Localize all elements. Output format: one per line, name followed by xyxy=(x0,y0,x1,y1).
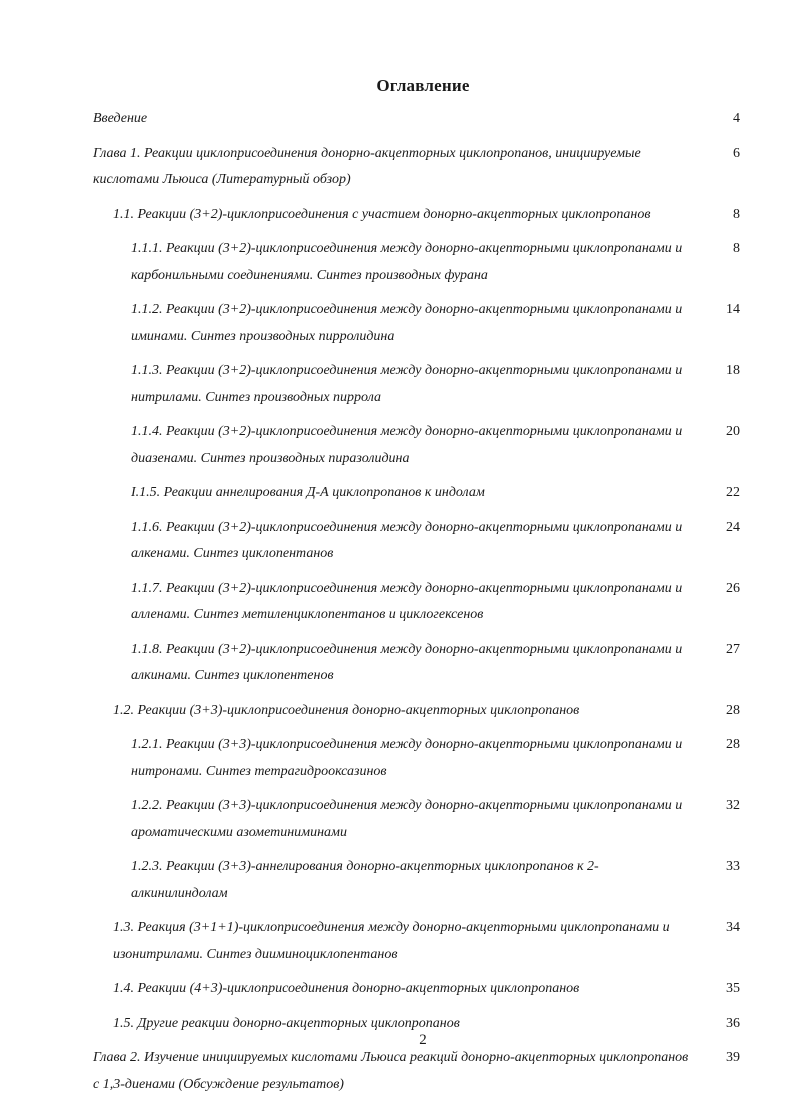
toc-entry-text: 1.5. Другие реакции донорно-акцепторных циклопропанов xyxy=(113,1015,460,1031)
page-number: 2 xyxy=(419,1032,427,1048)
toc-entry-text: 1.2.2. Реакции (3+3)-циклоприсоединения между донорно-акцепторными циклопропанами и ароматическими азометиниминами xyxy=(131,798,683,840)
toc-entry-text: 1.1.2. Реакции (3+2)-циклоприсоединения между донорно-акцепторными циклопропанами и иминами. Синтез производных пирролидина xyxy=(131,302,683,344)
toc-entry-1-1-4[interactable] xyxy=(0,419,795,472)
toc-entry-text: 1.2.3. Реакции (3+3)-аннелирования донорно-акцепторных циклопропанов к 2-алкинилиндолам xyxy=(131,859,599,901)
toc-entry-text: Введение xyxy=(93,111,148,126)
toc-entry-page: 39 xyxy=(726,1050,740,1065)
toc-entry-text: Глава 2. Изучение инициируемых кислотами Льюиса реакций донорно-акцепторных циклопропанов с 1,3-диенами (Обсуждение результатов) xyxy=(93,1050,689,1092)
toc-entry-text: 1.1.1. Реакции (3+2)-циклоприсоединения между донорно-акцепторными циклопропанами и карбонильными соединениями. Синтез производных фурана xyxy=(131,241,683,283)
toc-entry-page: 8 xyxy=(733,206,740,222)
toc-entry-page: 33 xyxy=(726,859,740,874)
toc-entry-chapter-2[interactable] xyxy=(0,1045,795,1098)
toc-entry-1-1-8[interactable] xyxy=(0,637,795,690)
toc-entry-page: 35 xyxy=(726,981,740,996)
toc-entry-page: 18 xyxy=(726,363,740,378)
toc-entry-text: Глава 1. Реакции циклоприсоединения донорно-акцепторных циклопропанов, инициируемые кислотами Льюиса (Литературный обзор) xyxy=(93,145,641,187)
toc-entry-1-2[interactable] xyxy=(0,698,795,725)
toc-entry-1-2-1[interactable] xyxy=(0,732,795,785)
toc-entry-chapter-1[interactable] xyxy=(0,141,795,194)
toc-entry-text: 1.1.3. Реакции (3+2)-циклоприсоединения между донорно-акцепторными циклопропанами и нитрилами. Синтез производных пиррола xyxy=(131,363,683,405)
toc-entry-page: 34 xyxy=(726,920,740,935)
toc-entry-page: 32 xyxy=(726,798,740,813)
toc-entry-1-2-2[interactable] xyxy=(0,793,795,846)
toc-entry-page: 8 xyxy=(733,241,740,256)
toc-entry-page: 26 xyxy=(726,580,740,596)
toc-entry-text: I.1.5. Реакции аннелирования Д-А циклопропанов к индолам xyxy=(131,485,485,500)
toc-entry-text: 1.3. Реакция (3+1+1)-циклоприсоединения между донорно-акцепторными циклопропанами и изонитрилами. Синтез дииминоциклопентанов xyxy=(113,920,670,962)
toc-entry-text: 1.4. Реакции (4+3)-циклоприсоединения донорно-акцепторных циклопропанов xyxy=(113,981,580,996)
toc-entry-introduction[interactable] xyxy=(0,106,795,133)
toc-entry-page: 24 xyxy=(726,519,740,535)
toc-entry-1-1-7[interactable] xyxy=(0,576,795,629)
toc-entry-1-3[interactable] xyxy=(0,915,795,968)
toc-entry-page: 28 xyxy=(726,702,740,718)
toc-entry-page: 4 xyxy=(733,111,740,126)
toc-entry-text: 1.1.4. Реакции (3+2)-циклоприсоединения между донорно-акцепторными циклопропанами и диазенами. Синтез производных пиразолидина xyxy=(131,424,683,466)
toc-entry-1-1-2[interactable] xyxy=(0,297,795,350)
toc-entry-1-1-1[interactable] xyxy=(0,236,795,289)
toc-entry-1-1-3[interactable] xyxy=(0,358,795,411)
toc-entry-1-1-5[interactable] xyxy=(0,480,795,507)
toc-entry-text: 1.2. Реакции (3+3)-циклоприсоединения донорно-акцепторных циклопропанов xyxy=(113,702,580,718)
toc-entry-1-1-6[interactable] xyxy=(0,515,795,568)
toc-entry-1-1[interactable] xyxy=(0,202,795,229)
toc-entry-page: 6 xyxy=(733,145,740,161)
toc-entry-text: 1.1.8. Реакции (3+2)-циклоприсоединения между донорно-акцепторными циклопропанами и алкинами. Синтез циклопентенов xyxy=(131,641,683,683)
toc-entry-text: 1.1.7. Реакции (3+2)-циклоприсоединения между донорно-акцепторными циклопропанами и алленами. Синтез метиленциклопентанов и циклогексенов xyxy=(131,580,683,622)
table-of-contents xyxy=(0,106,795,1106)
toc-entry-page: 22 xyxy=(726,485,740,500)
toc-entry-text: 1.1.6. Реакции (3+2)-циклоприсоединения между донорно-акцепторными циклопропанами и алкенами. Синтез циклопентанов xyxy=(131,519,683,561)
toc-entry-page: 36 xyxy=(726,1015,740,1031)
toc-entry-text: 1.2.1. Реакции (3+3)-циклоприсоединения между донорно-акцепторными циклопропанами и нитронами. Синтез тетрагидрооксазинов xyxy=(131,737,683,779)
toc-entry-page: 14 xyxy=(726,302,740,317)
page-title: Оглавление xyxy=(376,76,470,95)
toc-entry-text: 1.1. Реакции (3+2)-циклоприсоединения с участием донорно-акцепторных циклопропанов xyxy=(113,206,651,222)
toc-entry-page: 20 xyxy=(726,424,740,439)
toc-entry-1-4[interactable] xyxy=(0,976,795,1003)
toc-entry-1-2-3[interactable] xyxy=(0,854,795,907)
toc-entry-page: 27 xyxy=(726,641,740,657)
toc-entry-page: 28 xyxy=(726,737,740,752)
